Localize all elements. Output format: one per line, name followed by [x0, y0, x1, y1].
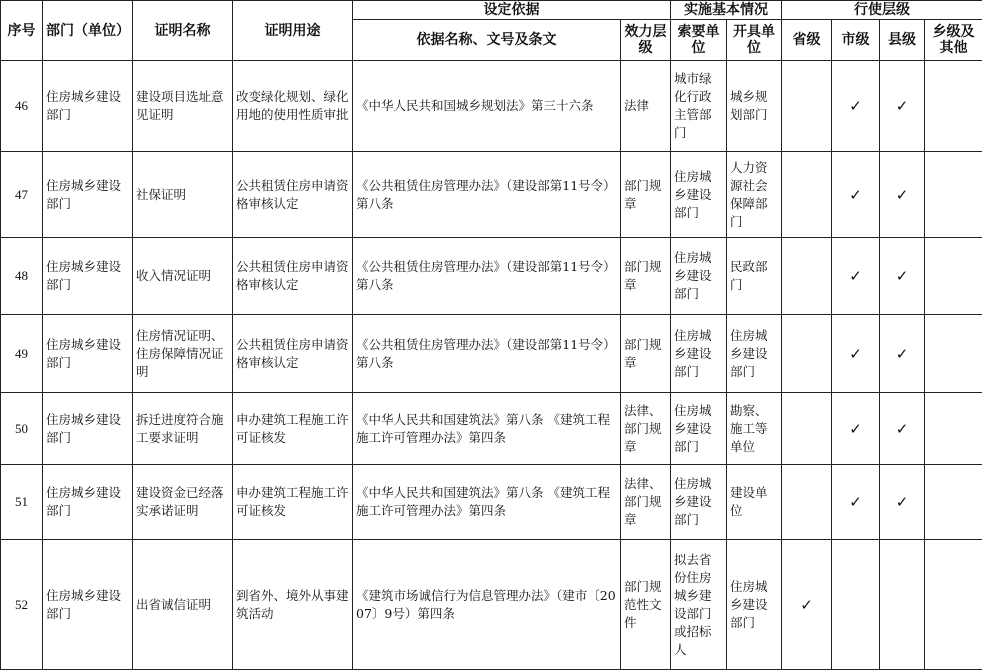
table-row — [1, 315, 982, 393]
cell-cert-name: 建设资金已经落实承诺证明 — [133, 465, 233, 540]
cell-township-check — [925, 61, 982, 152]
cell-request-unit: 拟去省份住房城乡建设部门或招标人 — [671, 540, 727, 670]
cell-township-check — [925, 393, 982, 465]
cell-cert-name: 社保证明 — [133, 152, 233, 238]
cell-county-check: ✓ — [880, 393, 925, 465]
cell-issue-unit: 住房城乡建设部门 — [727, 540, 782, 670]
cell-effect-level: 法律、部门规章 — [621, 465, 671, 540]
cell-province-check — [782, 238, 832, 315]
cell-request-unit: 住房城乡建设部门 — [671, 152, 727, 238]
cell-basis: 《公共租赁住房管理办法》（建设部第11号令）第八条 — [353, 152, 621, 238]
header-seq: 序号 — [1, 1, 43, 61]
cell-issue-unit: 城乡规划部门 — [727, 61, 782, 152]
cell-township-check — [925, 465, 982, 540]
header-request-unit: 索要单位 — [671, 20, 727, 61]
cell-basis: 《中华人民共和国建筑法》第八条 《建筑工程施工许可管理办法》第四条 — [353, 465, 621, 540]
cell-request-unit: 住房城乡建设部门 — [671, 315, 727, 393]
cell-county-check: ✓ — [880, 61, 925, 152]
cell-seq: 50 — [1, 393, 43, 465]
cell-province-check — [782, 315, 832, 393]
cell-basis: 《中华人民共和国建筑法》第八条 《建筑工程施工许可管理办法》第四条 — [353, 393, 621, 465]
cell-cert-name: 拆迁进度符合施工要求证明 — [133, 393, 233, 465]
cell-issue-unit: 勘察、施工等单位 — [727, 393, 782, 465]
cell-county-check: ✓ — [880, 152, 925, 238]
header-cert-name: 证明名称 — [133, 1, 233, 61]
header-dept: 部门（单位） — [43, 1, 133, 61]
cell-county-check — [880, 540, 925, 670]
cell-city-check: ✓ — [832, 152, 880, 238]
cell-province-check — [782, 465, 832, 540]
cell-effect-level: 部门规章 — [621, 238, 671, 315]
cell-effect-level: 部门规章 — [621, 315, 671, 393]
table-row — [1, 540, 982, 670]
cell-seq: 49 — [1, 315, 43, 393]
header-basis-group: 设定依据 — [353, 1, 671, 20]
table-row — [1, 238, 982, 315]
cell-dept: 住房城乡建设部门 — [43, 465, 133, 540]
cell-township-check — [925, 315, 982, 393]
header-effect-level: 效力层级 — [621, 20, 671, 61]
cell-request-unit: 住房城乡建设部门 — [671, 465, 727, 540]
cell-city-check: ✓ — [832, 465, 880, 540]
cell-cert-name: 出省诚信证明 — [133, 540, 233, 670]
cell-effect-level: 部门规章 — [621, 152, 671, 238]
cell-issue-unit: 民政部门 — [727, 238, 782, 315]
cell-seq: 52 — [1, 540, 43, 670]
cell-dept: 住房城乡建设部门 — [43, 152, 133, 238]
cell-request-unit: 住房城乡建设部门 — [671, 238, 727, 315]
cell-cert-use: 公共租赁住房申请资格审核认定 — [233, 315, 353, 393]
cell-cert-use: 公共租赁住房申请资格审核认定 — [233, 238, 353, 315]
table-row — [1, 61, 982, 152]
cell-request-unit: 城市绿化行政主管部门 — [671, 61, 727, 152]
cell-city-check: ✓ — [832, 238, 880, 315]
header-exercise-group: 行使层级 — [782, 1, 982, 20]
header-city: 市级 — [832, 20, 880, 61]
cell-city-check: ✓ — [832, 315, 880, 393]
header-county: 县级 — [880, 20, 925, 61]
cell-effect-level: 部门规范性文件 — [621, 540, 671, 670]
cell-seq: 47 — [1, 152, 43, 238]
cell-request-unit: 住房城乡建设部门 — [671, 393, 727, 465]
header-impl-group: 实施基本情况 — [671, 1, 782, 20]
cell-effect-level: 法律、部门规章 — [621, 393, 671, 465]
cell-issue-unit: 人力资源社会保障部门 — [727, 152, 782, 238]
cell-seq: 48 — [1, 238, 43, 315]
cell-county-check: ✓ — [880, 465, 925, 540]
cell-seq: 46 — [1, 61, 43, 152]
table-row — [1, 393, 982, 465]
cell-cert-use: 改变绿化规划、绿化用地的使用性质审批 — [233, 61, 353, 152]
header-cert-use: 证明用途 — [233, 1, 353, 61]
header-issue-unit: 开具单位 — [727, 20, 782, 61]
cell-issue-unit: 住房城乡建设部门 — [727, 315, 782, 393]
cell-basis: 《中华人民共和国城乡规划法》第三十六条 — [353, 61, 621, 152]
cell-cert-name: 收入情况证明 — [133, 238, 233, 315]
cell-cert-name: 建设项目选址意见证明 — [133, 61, 233, 152]
cell-basis: 《建筑市场诚信行为信息管理办法》（建市〔2007〕9号）第四条 — [353, 540, 621, 670]
cell-cert-name: 住房情况证明、住房保障情况证明 — [133, 315, 233, 393]
cell-dept: 住房城乡建设部门 — [43, 315, 133, 393]
cell-dept: 住房城乡建设部门 — [43, 238, 133, 315]
cell-province-check — [782, 61, 832, 152]
header-row-top — [1, 1, 982, 20]
cell-cert-use: 到省外、境外从事建筑活动 — [233, 540, 353, 670]
cell-province-check: ✓ — [782, 540, 832, 670]
cell-city-check: ✓ — [832, 61, 880, 152]
cell-township-check — [925, 238, 982, 315]
cell-city-check: ✓ — [832, 393, 880, 465]
table-row — [1, 465, 982, 540]
header-township: 乡级及其他 — [925, 20, 982, 61]
cell-township-check — [925, 540, 982, 670]
cell-dept: 住房城乡建设部门 — [43, 61, 133, 152]
cell-seq: 51 — [1, 465, 43, 540]
cell-cert-use: 公共租赁住房申请资格审核认定 — [233, 152, 353, 238]
cell-issue-unit: 建设单位 — [727, 465, 782, 540]
cell-effect-level: 法律 — [621, 61, 671, 152]
table-row — [1, 152, 982, 238]
cell-cert-use: 申办建筑工程施工许可证核发 — [233, 465, 353, 540]
cell-county-check: ✓ — [880, 238, 925, 315]
cell-province-check — [782, 152, 832, 238]
cell-dept: 住房城乡建设部门 — [43, 540, 133, 670]
cell-province-check — [782, 393, 832, 465]
cell-basis: 《公共租赁住房管理办法》（建设部第11号令）第八条 — [353, 238, 621, 315]
cell-basis: 《公共租赁住房管理办法》（建设部第11号令）第八条 — [353, 315, 621, 393]
header-basis-name: 依据名称、文号及条文 — [353, 20, 621, 61]
cell-dept: 住房城乡建设部门 — [43, 393, 133, 465]
cell-city-check — [832, 540, 880, 670]
cell-cert-use: 申办建筑工程施工许可证核发 — [233, 393, 353, 465]
header-province: 省级 — [782, 20, 832, 61]
cell-township-check — [925, 152, 982, 238]
cell-county-check: ✓ — [880, 315, 925, 393]
